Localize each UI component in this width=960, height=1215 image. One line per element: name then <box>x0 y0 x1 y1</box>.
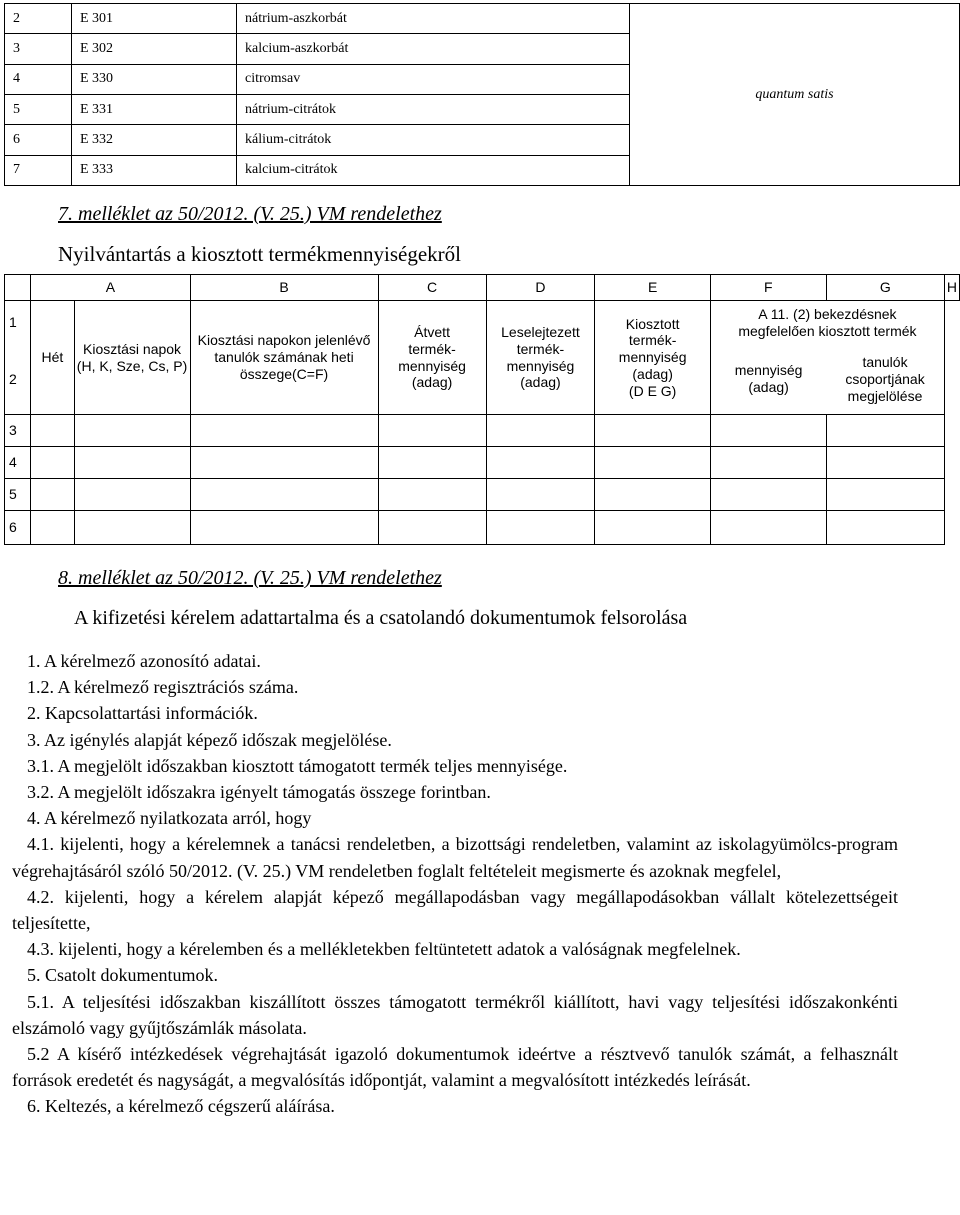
row-number: 5 <box>5 94 72 124</box>
cell <box>190 479 378 511</box>
list-item: 2. Kapcsolattartási információk. <box>27 703 258 724</box>
e-code: E 333 <box>72 155 237 185</box>
cell <box>710 415 826 447</box>
list-item: 6. Keltezés, a kérelmező cégszerű aláírása. <box>27 1096 335 1117</box>
cell <box>74 415 190 447</box>
quantity-header-line: (adag) <box>748 379 789 396</box>
table-row <box>5 415 960 447</box>
days-header <box>74 301 190 415</box>
row-number: 5 <box>5 479 31 511</box>
pupils-header-line: tanulók számának heti <box>214 349 354 366</box>
distributed-header <box>595 301 711 415</box>
cell <box>31 447 74 479</box>
cell <box>31 415 74 447</box>
table-row <box>5 479 960 511</box>
quantity-note: quantum satis <box>630 4 960 186</box>
additive-name: kálium-citrátok <box>237 125 630 155</box>
annex-7-title: 7. melléklet az 50/2012. (V. 25.) VM rendelethez <box>58 203 442 225</box>
written-off-header-line: mennyiség <box>506 357 575 374</box>
table-row <box>5 4 960 34</box>
list-item: 1. A kérelmező azonosító adatai. <box>27 651 261 671</box>
list-item: 5. Csatolt dokumentumok. <box>27 965 218 986</box>
list-item: 3. Az igénylés alapját képező időszak megjelölése. <box>27 729 392 750</box>
cell <box>710 479 826 511</box>
distributed-header-line: Kiosztott <box>625 315 680 332</box>
e-code: E 301 <box>72 4 237 34</box>
row-number: 4 <box>5 447 31 479</box>
column-letter-d: D <box>486 275 595 301</box>
cell <box>826 447 944 479</box>
cell <box>486 415 595 447</box>
row-number: 4 <box>5 64 72 94</box>
row-number: 3 <box>5 34 72 64</box>
column-letter-h: H <box>944 275 959 301</box>
list-item: 4.3. kijelenti, hogy a kérelemben és a mellékletekben feltüntetett adatok a valóságnak megfelelnek. <box>27 939 741 960</box>
cell <box>595 511 711 545</box>
quantity-header-line: mennyiség <box>734 362 803 379</box>
cell <box>486 479 595 511</box>
annex-8-title: 8. melléklet az 50/2012. (V. 25.) VM rendelethez <box>58 567 442 589</box>
group-header-line: csoportjának <box>845 370 925 387</box>
row-number: 2 <box>5 345 31 415</box>
row-number: 6 <box>5 511 31 545</box>
header-row-1 <box>5 301 960 345</box>
row-number: 6 <box>5 125 72 155</box>
cell <box>190 447 378 479</box>
cell <box>826 479 944 511</box>
list-item: 4.1. kijelenti, hogy a kérelemnek a tanácsi rendeletben, a bizottsági rendeletben, valamint az iskolagyümölcs-program végrehajtásáról szóló 50/2012. (V. 25.) VM rendeletben foglalt feltételeit megismerte és azoknak megfelel, <box>12 834 898 881</box>
distributed-header-line: (adag) <box>632 365 673 382</box>
additive-name: kalcium-aszkorbát <box>237 34 630 64</box>
received-header-line: mennyiség <box>398 357 466 374</box>
group-header-line: tanulók <box>862 354 908 371</box>
received-header-line: (adag) <box>411 374 453 391</box>
written-off-header-line: Leselejtezett <box>501 323 580 340</box>
column-letter-c: C <box>378 275 486 301</box>
distributed-header-line: termék- <box>628 332 677 349</box>
list-item: 1.2. A kérelmező regisztrációs száma. <box>27 677 299 698</box>
additives-table <box>4 3 960 186</box>
cell <box>74 447 190 479</box>
row-number: 7 <box>5 155 72 185</box>
cell <box>74 479 190 511</box>
column-letter-a: A <box>31 275 190 301</box>
cell <box>31 479 74 511</box>
paragraph-header-line: A 11. (2) bekezdésnek <box>758 305 897 322</box>
cell <box>378 511 486 545</box>
e-code: E 332 <box>72 125 237 155</box>
cell <box>486 511 595 545</box>
column-letter-g: G <box>826 275 944 301</box>
column-letter-e: E <box>595 275 711 301</box>
column-letter-row <box>5 275 960 301</box>
cell <box>378 447 486 479</box>
pupils-header <box>190 301 378 415</box>
cell <box>826 415 944 447</box>
group-header <box>826 345 944 415</box>
requirements-list <box>12 648 898 1120</box>
cell <box>486 447 595 479</box>
paragraph-header-line: megfelelően kiosztott termék <box>738 322 917 339</box>
cell <box>710 447 826 479</box>
additive-name: nátrium-citrátok <box>237 94 630 124</box>
group-header-line: megjelölése <box>847 387 923 404</box>
written-off-header <box>486 301 595 415</box>
cell <box>826 511 944 545</box>
column-letter-b: B <box>190 275 378 301</box>
week-header: Hét <box>31 301 74 415</box>
written-off-header-line: termék- <box>516 340 565 357</box>
pupils-header-line: összege(C=F) <box>239 365 329 382</box>
cell <box>378 415 486 447</box>
e-code: E 331 <box>72 94 237 124</box>
received-header-line: termék- <box>408 340 456 357</box>
written-off-header-line: (adag) <box>520 374 561 391</box>
annex-7-heading: Nyilvántartás a kiosztott termékmennyiségekről <box>58 242 461 266</box>
register-table <box>4 274 960 545</box>
list-item: 5.1. A teljesítési időszakban kiszállított összes támogatott termékről kiállított, havi vagy teljesítési időszakonkénti elszámoló vagy gyűjtőszámlák másolata. <box>12 991 898 1038</box>
list-item: 3.1. A megjelölt időszakban kiosztott támogatott termék teljes mennyisége. <box>27 755 568 776</box>
additive-name: kalcium-citrátok <box>237 155 630 185</box>
received-header <box>378 301 486 415</box>
e-code: E 330 <box>72 64 237 94</box>
cell <box>190 511 378 545</box>
row-number: 3 <box>5 415 31 447</box>
table-row <box>5 511 960 545</box>
received-header-line: Átvett <box>414 323 450 340</box>
annex-8-heading: A kifizetési kérelem adattartalma és a csatolandó dokumentumok felsorolása <box>74 607 688 629</box>
cell <box>378 479 486 511</box>
days-header-line: (H, K, Sze, Cs, P) <box>76 357 188 374</box>
cell <box>595 415 711 447</box>
paragraph-header <box>710 301 944 345</box>
row-number: 2 <box>5 4 72 34</box>
quantity-header <box>710 345 826 415</box>
pupils-header-line: Kiosztási napokon jelenlévő <box>197 332 371 349</box>
column-letter-f: F <box>710 275 826 301</box>
list-item: 5.2 A kísérő intézkedések végrehajtását igazoló dokumentumok ideértve a résztvevő tanulók számát, a felhasznált források eredetét és nagyságát, a megvalósítás időpontját, valamint a megvalósított intézkedés leírását. <box>12 1044 898 1091</box>
cell <box>31 511 74 545</box>
cell <box>595 479 711 511</box>
days-header-line: Kiosztási napok <box>83 340 182 357</box>
additive-name: nátrium-aszkorbát <box>237 4 630 34</box>
list-item: 4.2. kijelenti, hogy a kérelem alapját képező megállapodásban vagy megállapodásokban vállalt kötelezettségeit teljesítette, <box>12 886 898 934</box>
cell <box>74 511 190 545</box>
distributed-header-line: (D E G) <box>628 382 677 399</box>
e-code: E 302 <box>72 34 237 64</box>
cell <box>190 415 378 447</box>
list-item: 4. A kérelmező nyilatkozata arról, hogy <box>27 808 312 829</box>
row-number: 1 <box>5 301 31 345</box>
additive-name: citromsav <box>237 64 630 94</box>
cell <box>710 511 826 545</box>
table-row <box>5 447 960 479</box>
cell <box>595 447 711 479</box>
list-item: 3.2. A megjelölt időszakra igényelt támogatás összege forintban. <box>27 782 491 803</box>
distributed-header-line: mennyiség <box>618 349 687 366</box>
corner-cell <box>5 275 31 301</box>
